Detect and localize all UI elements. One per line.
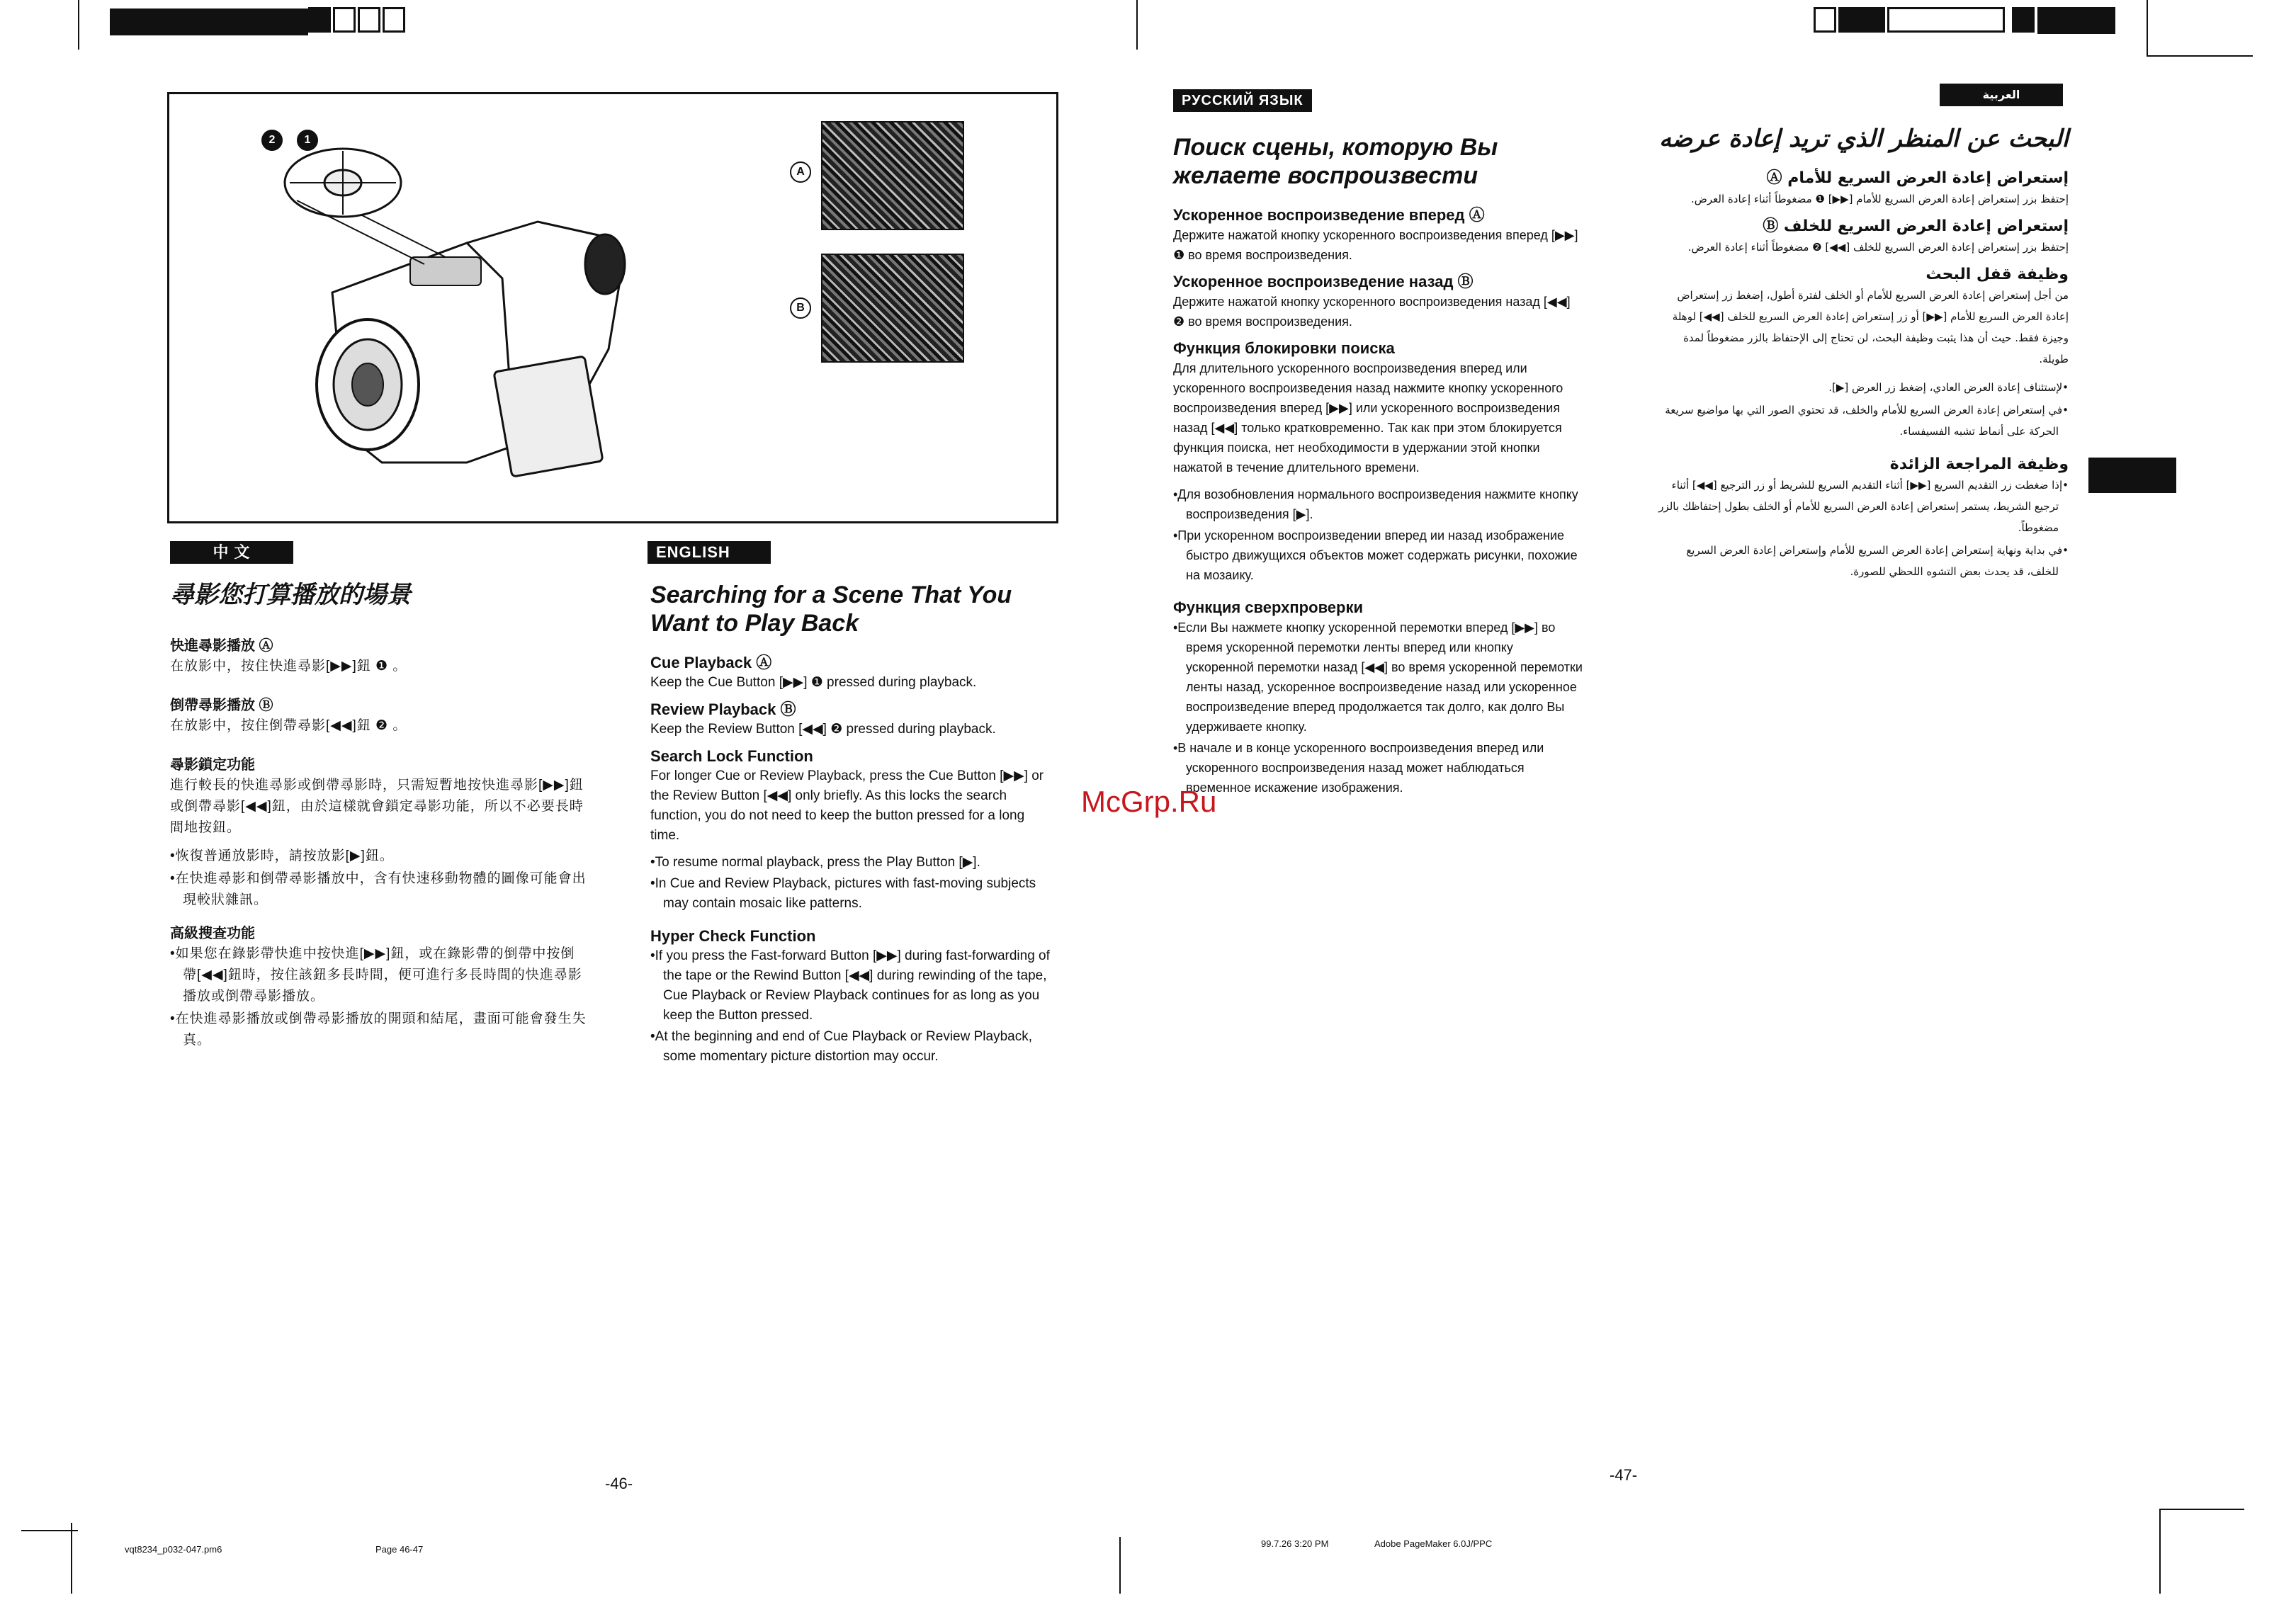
ar-hyper-head: وظيفة المراجعة الزائدة	[1889, 455, 2069, 473]
ar-bullet: •إذا ضغطت زر التقديم السريع [▶▶] أثناء التقديم السريع للشريط أو زر الترجيع [◀◀] أثناء ترجيع الشريط، يستمر إستعراض إعادة العرض السريع للأمام أو الخلف بطول إحتفاظك بالزر مضغوطاً.	[1658, 479, 2069, 534]
header-bar-left	[110, 8, 308, 35]
zh-title: 尋影您打算播放的場景	[170, 581, 411, 608]
ar-bullet: •في إستعراض إعادة العرض السريع للأمام والخلف، قد تحتوي الصور التي بها مواضيع سريعة الحركة على أنماط تشبه الفسيفساء.	[1665, 404, 2069, 438]
en-title: Searching for a Scene That You Want to Play Back	[650, 581, 1012, 637]
en-bullet: •At the beginning and end of Cue Playback or Review Playback, some momentary picture distortion may occur.	[650, 1029, 1032, 1064]
slug-date: 99.7.26 3:20 PM	[1261, 1538, 1329, 1549]
label-b: B	[790, 297, 811, 319]
en-bullet: •To resume normal playback, press the Play Button [▶].	[650, 855, 980, 870]
ru-review-head: Ускоренное воспроизведение назад Ⓑ	[1173, 273, 1474, 290]
zh-review-text: 在放影中，按住倒帶尋影[◀◀]鈕 ❷ 。	[170, 718, 407, 733]
zh-lock-text: 進行較長的快進尋影或倒帶尋影時，只需短暫地按快進尋影[▶▶]鈕或倒帶尋影[◀◀]鈕，由於這樣就會鎖定尋影功能，所以不必要長時間地按鈕。	[170, 778, 584, 835]
ar-lock-head: وظيفة قفل البحث	[1925, 266, 2069, 283]
side-tab-right	[2088, 458, 2176, 493]
zh-bullet: •如果您在錄影帶快進中按快進[▶▶]鈕，或在錄影帶的倒帶中按倒帶[◀◀]鈕時，按住該鈕多長時間，便可進行多長時間的快進尋影播放或倒帶尋影播放。	[170, 946, 582, 1004]
chinese-column	[170, 581, 588, 1053]
crop-mark	[1119, 1537, 1121, 1594]
ru-review-text: Держите нажатой кнопку ускоренного воспроизведения назад [◀◀] ❷ во время воспроизведения.	[1173, 295, 1571, 329]
ru-bullet: •В начале и в конце ускоренного воспроизведения вперед или ускоренного воспроизведения назад может наблюдаться временное искажение изображения.	[1173, 741, 1544, 795]
zh-cue-head: 快進尋影播放 Ⓐ	[170, 638, 273, 654]
callout-1: 1	[297, 130, 318, 151]
en-cue-text: Keep the Cue Button [▶▶] ❶ pressed during playback.	[650, 675, 977, 690]
en-hyper-head: Hyper Check Function	[650, 927, 816, 945]
zh-cue-text: 在放影中，按住快進尋影[▶▶]鈕 ❶ 。	[170, 659, 407, 674]
cue-playback-screen	[821, 121, 964, 230]
ru-bullet: •При ускоренном воспроизведении вперед ии назад изображение быстро движущихся объектов может содержать рисунки, похожие на мозаику.	[1173, 528, 1578, 582]
arabic-column	[1658, 125, 2069, 584]
ru-lock-head: Функция блокировки поиска	[1173, 339, 1395, 357]
zh-lock-head: 尋影鎖定功能	[170, 757, 255, 773]
ru-lock-text: Для длительного ускоренного воспроизведения вперед или ускоренного воспроизведения назад нажмите кнопку ускоренного воспроизведения вперед [▶▶] или ускоренного воспроизведения назад [◀◀] только кратковременно. Так как при этом блокируется функция поиска, нет необходимости в удержании этой кнопки нажатой в течение длительного времени.	[1173, 361, 1563, 475]
en-lock-text: For longer Cue or Review Playback, press the Cue Button [▶▶] or the Review Button [◀◀] only briefly. As this locks the search function, you do not need to keep the button pressed for a long time.	[650, 768, 1044, 843]
zh-bullet: •恢復普通放影時，請按放影[▶]鈕。	[170, 849, 394, 863]
crop-mark	[71, 1523, 72, 1594]
ru-bullet: •Если Вы нажмете кнопку ускоренной перемотки вперед [▶▶] во время ускоренной перемотки ленты вперед или кнопку ускоренной перемотки назад [◀◀] во время ускоренной перемотки ленты назад, ускоренное воспроизведение назад или ускоренное воспроизведение вперед продолжается так долго, как долго Вы удерживаете кнопку.	[1173, 620, 1583, 734]
callout-2: 2	[261, 130, 283, 151]
crop-mark	[2159, 1509, 2244, 1510]
page-number-right: -47-	[1610, 1466, 1638, 1484]
header-tab	[358, 7, 380, 33]
crop-mark	[2147, 55, 2253, 57]
crop-mark	[1136, 0, 1138, 50]
header-tab	[2012, 7, 2035, 33]
ar-review-head: إستعراض إعادة العرض السريع للخلف Ⓑ	[1763, 217, 2069, 235]
ru-bullet: •Для возобновления нормального воспроизведения нажмите кнопку воспроизведения [▶].	[1173, 487, 1578, 521]
crop-mark	[21, 1530, 78, 1531]
header-tab	[383, 7, 405, 33]
ar-lock-text: من أجل إستعراض إعادة العرض السريع للأمام أو الخلف لفترة أطول، إضغط زر إستعراض إعادة العرض السريع للأمام [▶▶] أو زر إستعراض إعادة العرض السريع للخلف [◀◀] لوهلة وجيزة فقط. حيث أن هذا يثبت وظيفة البحث، لن تحتاج إلى الإحتفاظ بالزر مضغوطاً لمدة طويلة.	[1672, 289, 2069, 365]
zh-review-head: 倒帶尋影播放 Ⓑ	[170, 698, 273, 713]
ar-review-text: إحتفظ بزر إستعراض إعادة العرض السريع للخلف [◀◀] ❷ مضغوطاً أثناء إعادة العرض.	[1687, 241, 2069, 254]
review-playback-screen	[821, 254, 964, 363]
en-review-head: Review Playback Ⓑ	[650, 700, 796, 718]
lang-tag-arabic: العربية	[1940, 84, 2063, 106]
en-bullet: •If you press the Fast-forward Button [▶▶] during fast-forwarding of the tape or the Rewind Button [◀◀] during rewinding of the tape, Cue Playback or Review Playback continues for as long as you keep the Button pressed.	[650, 948, 1050, 1023]
header-tab	[1814, 7, 1836, 33]
en-review-text: Keep the Review Button [◀◀] ❷ pressed during playback.	[650, 722, 996, 737]
russian-column	[1173, 133, 1584, 799]
english-column	[650, 581, 1054, 1068]
page-number-left: -46-	[605, 1475, 633, 1492]
slug-page: Page 46-47	[375, 1544, 424, 1555]
header-tab	[1887, 7, 2005, 33]
en-lock-head: Search Lock Function	[650, 747, 813, 765]
slug-app: Adobe PageMaker 6.0J/PPC	[1374, 1538, 1493, 1549]
lang-tag-chinese: 中 文	[170, 541, 293, 564]
en-bullet: •In Cue and Review Playback, pictures with fast-moving subjects may contain mosaic like patterns.	[650, 876, 1036, 911]
en-cue-head: Cue Playback Ⓐ	[650, 654, 772, 671]
header-tab	[333, 7, 356, 33]
watermark: McGrp.Ru	[1081, 785, 1217, 818]
ar-bullet: •لإستئناف إعادة العرض العادي، إضغط زر العرض [▶].	[1828, 381, 2069, 394]
zh-hyper-head: 高級搜查功能	[170, 926, 255, 941]
lang-tag-english: ENGLISH	[647, 541, 771, 564]
crop-mark	[2147, 0, 2148, 57]
ar-cue-head: إستعراض إعادة العرض السريع للأمام Ⓐ	[1766, 169, 2069, 187]
header-tab	[1838, 7, 1885, 33]
ru-title: Поиск сцены, которую Вы желаете воспроизвести	[1173, 134, 1498, 189]
ru-hyper-head: Функция сверхпроверки	[1173, 598, 1364, 616]
crop-mark	[2159, 1509, 2161, 1594]
zh-bullet: •在快進尋影播放或倒帶尋影播放的開頭和結尾，畫面可能會發生失真。	[170, 1011, 587, 1048]
ru-cue-head: Ускоренное воспроизведение вперед Ⓐ	[1173, 206, 1485, 224]
zh-bullet: •在快進尋影和倒帶尋影播放中，含有快速移動物體的圖像可能會出現較狀雜訊。	[170, 871, 587, 907]
crop-mark	[78, 0, 79, 50]
camcorder-illustration	[167, 92, 1058, 523]
ar-cue-text: إحتفظ بزر إستعراض إعادة العرض السريع للأمام [▶▶] ❶ مضغوطاً أثناء إعادة العرض.	[1691, 193, 2069, 205]
header-bar-right	[2037, 7, 2115, 34]
ru-cue-text: Держите нажатой кнопку ускоренного воспроизведения вперед [▶▶] ❶ во время воспроизведения.	[1173, 228, 1578, 262]
slug-filename: vqt8234_p032-047.pm6	[125, 1544, 222, 1555]
ar-title: البحث عن المنظر الذي تريد إعادة عرضه	[1659, 125, 2069, 153]
label-a: A	[790, 161, 811, 183]
ar-bullet: •في بداية ونهاية إستعراض إعادة العرض السريع للأمام وإستعراض إعادة العرض السريع للخلف، قد يحدث بعض التشوه اللحظي للصورة.	[1686, 544, 2069, 578]
lang-tag-russian: РУССКИЙ ЯЗЫК	[1173, 89, 1312, 112]
header-tab	[308, 7, 331, 33]
